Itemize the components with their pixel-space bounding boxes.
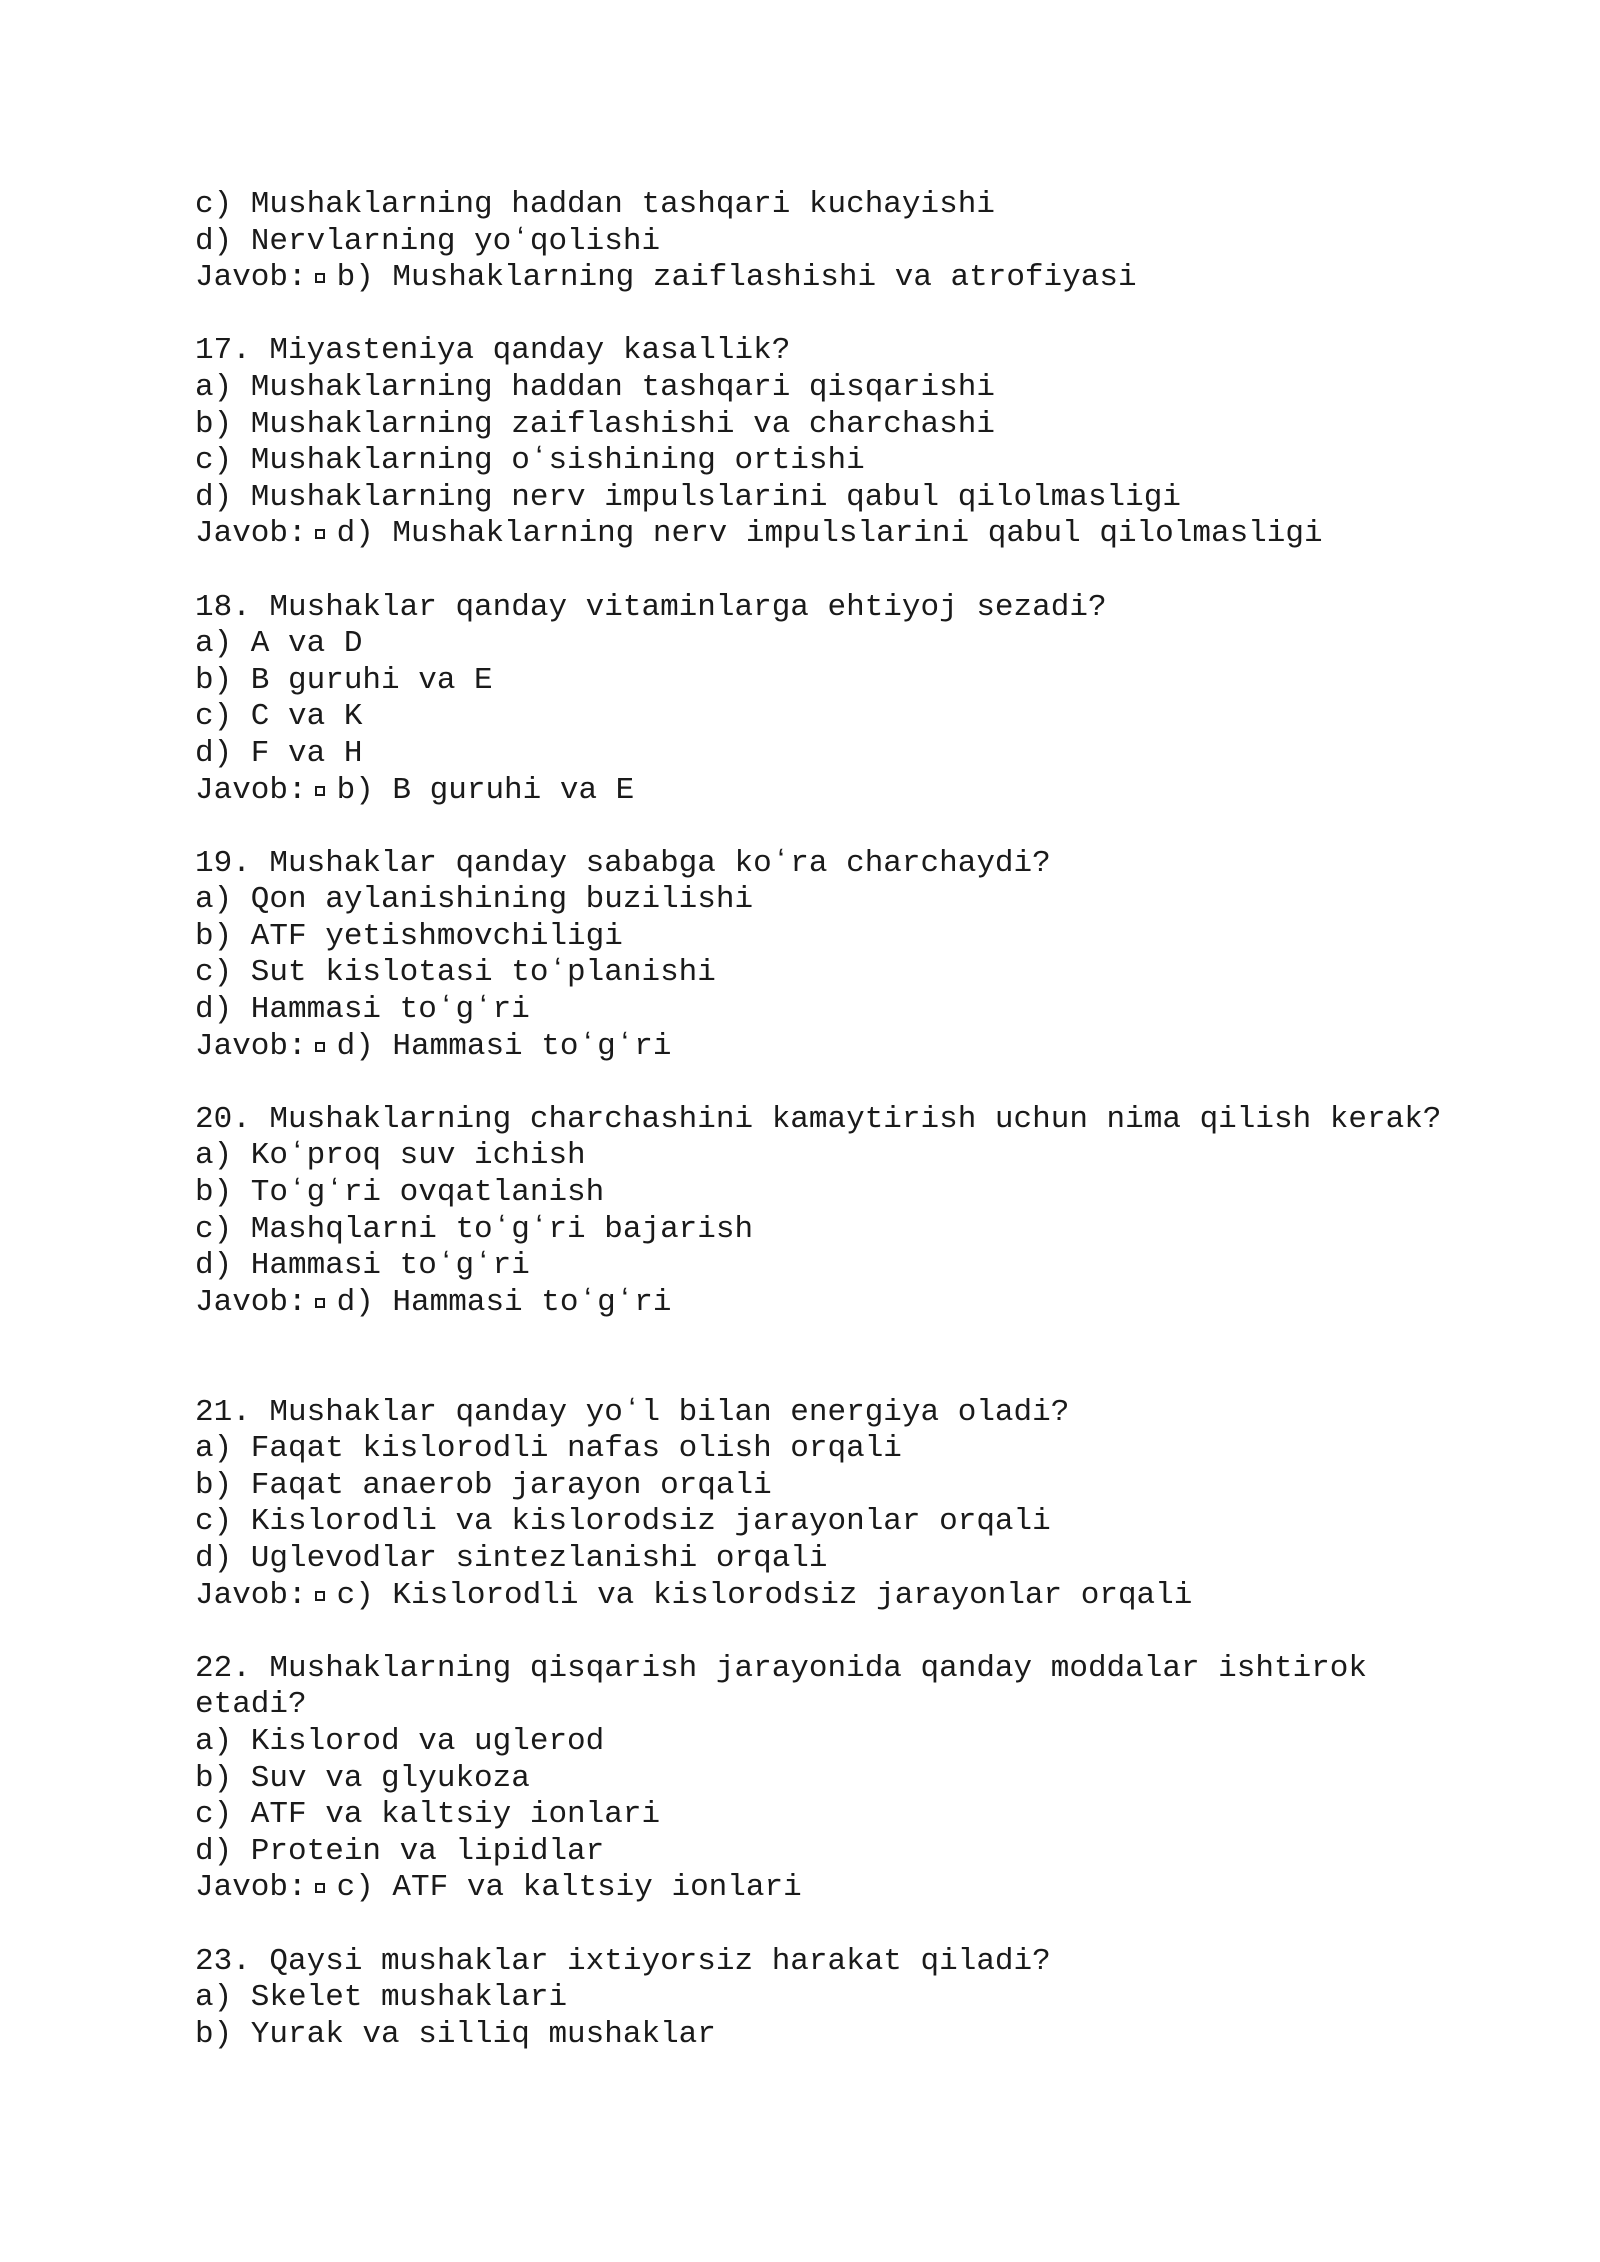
answer-label: Javob: bbox=[195, 1870, 307, 1906]
option-b: b) Yurak va silliq mushaklar bbox=[195, 2016, 716, 2052]
answer-text: c) ATF va kaltsiy ionlari bbox=[336, 1870, 802, 1906]
option-c: c) C va K bbox=[195, 699, 363, 735]
question-23: 23. Qaysi mushaklar ixtiyorsiz harakat qiladi? bbox=[195, 1943, 1051, 1979]
option-c: c) ATF va kaltsiy ionlari bbox=[195, 1797, 661, 1833]
option-a: a) Qon aylanishining buzilishi bbox=[195, 882, 754, 918]
question-21: 21. Mushaklar qanday yoʻl bilan energiya oladi? bbox=[195, 1394, 1070, 1430]
answer-text: c) Kislorodli va kislorodsiz jarayonlar orqali bbox=[336, 1577, 1193, 1613]
option-b: b) Faqat anaerob jarayon orqali bbox=[195, 1467, 772, 1503]
answer-label: Javob: bbox=[195, 1284, 307, 1320]
answer-line bbox=[195, 260, 1495, 297]
answer-box-icon bbox=[315, 529, 325, 539]
question-20: 20. Mushaklarning charchashini kamaytirish uchun nima qilish kerak? bbox=[195, 1101, 1442, 1137]
option-b: b) Mushaklarning zaiflashishi va charchashi bbox=[195, 406, 995, 442]
answer-label: Javob: bbox=[195, 260, 307, 296]
question-19: 19. Mushaklar qanday sababga koʻra charchaydi? bbox=[195, 845, 1051, 881]
option-c: c) Mashqlarni toʻgʻri bajarish bbox=[195, 1211, 754, 1247]
question-22-continued: etadi? bbox=[195, 1687, 307, 1723]
option-c: c) Kislorodli va kislorodsiz jarayonlar orqali bbox=[195, 1504, 1051, 1540]
answer-box-icon bbox=[315, 1042, 325, 1052]
answer-line bbox=[195, 516, 1495, 553]
question-17: 17. Miyasteniya qanday kasallik? bbox=[195, 333, 791, 369]
option-d: d) F va H bbox=[195, 735, 363, 771]
option-a: a) A va D bbox=[195, 626, 363, 662]
option-a: a) Faqat kislorodli nafas olish orqali bbox=[195, 1431, 902, 1467]
question-18: 18. Mushaklar qanday vitaminlarga ehtiyoj sezadi? bbox=[195, 589, 1107, 625]
option-b: b) B guruhi va E bbox=[195, 662, 493, 698]
answer-box-icon bbox=[315, 1591, 325, 1601]
answer-line bbox=[195, 1870, 1495, 1907]
option-d: d) Hammasi toʻgʻri bbox=[195, 992, 530, 1028]
answer-line bbox=[195, 1578, 1495, 1615]
question-22: 22. Mushaklarning qisqarish jarayonida qanday moddalar ishtirok bbox=[195, 1650, 1367, 1686]
option-c: c) Mushaklarning oʻsishining ortishi bbox=[195, 443, 865, 479]
answer-box-icon bbox=[315, 273, 325, 283]
option-b: b) Toʻgʻri ovqatlanish bbox=[195, 1175, 605, 1211]
answer-label: Javob: bbox=[195, 1028, 307, 1064]
spacer bbox=[195, 297, 1495, 334]
answer-text: d) Mushaklarning nerv impulslarini qabul qilolmasligi bbox=[336, 516, 1323, 552]
option-a: a) Koʻproq suv ichish bbox=[195, 1138, 586, 1174]
spacer bbox=[195, 1907, 1495, 1944]
spacer bbox=[195, 1321, 1495, 1394]
answer-text: b) B guruhi va E bbox=[336, 772, 635, 808]
spacer bbox=[195, 809, 1495, 846]
option-d: d) Mushaklarning nerv impulslarini qabul qilolmasligi bbox=[195, 479, 1181, 515]
spacer bbox=[195, 553, 1495, 590]
answer-box-icon bbox=[315, 1298, 325, 1308]
answer-text: b) Mushaklarning zaiflashishi va atrofiyasi bbox=[336, 260, 1137, 296]
answer-line bbox=[195, 773, 1495, 810]
option-d: d) Hammasi toʻgʻri bbox=[195, 1248, 530, 1284]
answer-label: Javob: bbox=[195, 772, 307, 808]
spacer bbox=[195, 1614, 1495, 1651]
option-a: a) Kislorod va uglerod bbox=[195, 1723, 605, 1759]
answer-label: Javob: bbox=[195, 516, 307, 552]
option-a: a) Skelet mushaklari bbox=[195, 1980, 568, 2016]
spacer bbox=[195, 1065, 1495, 1102]
answer-box-icon bbox=[315, 1883, 325, 1893]
option-c: c) Mushaklarning haddan tashqari kuchayishi bbox=[195, 187, 995, 222]
answer-label: Javob: bbox=[195, 1577, 307, 1613]
answer-text: d) Hammasi toʻgʻri bbox=[336, 1028, 672, 1064]
option-a: a) Mushaklarning haddan tashqari qisqarishi bbox=[195, 369, 995, 405]
option-d: d) Protein va lipidlar bbox=[195, 1833, 605, 1869]
answer-text: d) Hammasi toʻgʻri bbox=[336, 1284, 672, 1320]
answer-box-icon bbox=[315, 786, 325, 796]
option-c: c) Sut kislotasi toʻplanishi bbox=[195, 955, 716, 991]
option-b: b) ATF yetishmovchiligi bbox=[195, 918, 623, 954]
answer-line bbox=[195, 1285, 1495, 1322]
quiz-content bbox=[195, 187, 1495, 2053]
option-d: d) Uglevodlar sintezlanishi orqali bbox=[195, 1540, 828, 1576]
option-d: d) Nervlarning yoʻqolishi bbox=[195, 223, 661, 259]
answer-line bbox=[195, 1029, 1495, 1066]
option-b: b) Suv va glyukoza bbox=[195, 1760, 530, 1796]
